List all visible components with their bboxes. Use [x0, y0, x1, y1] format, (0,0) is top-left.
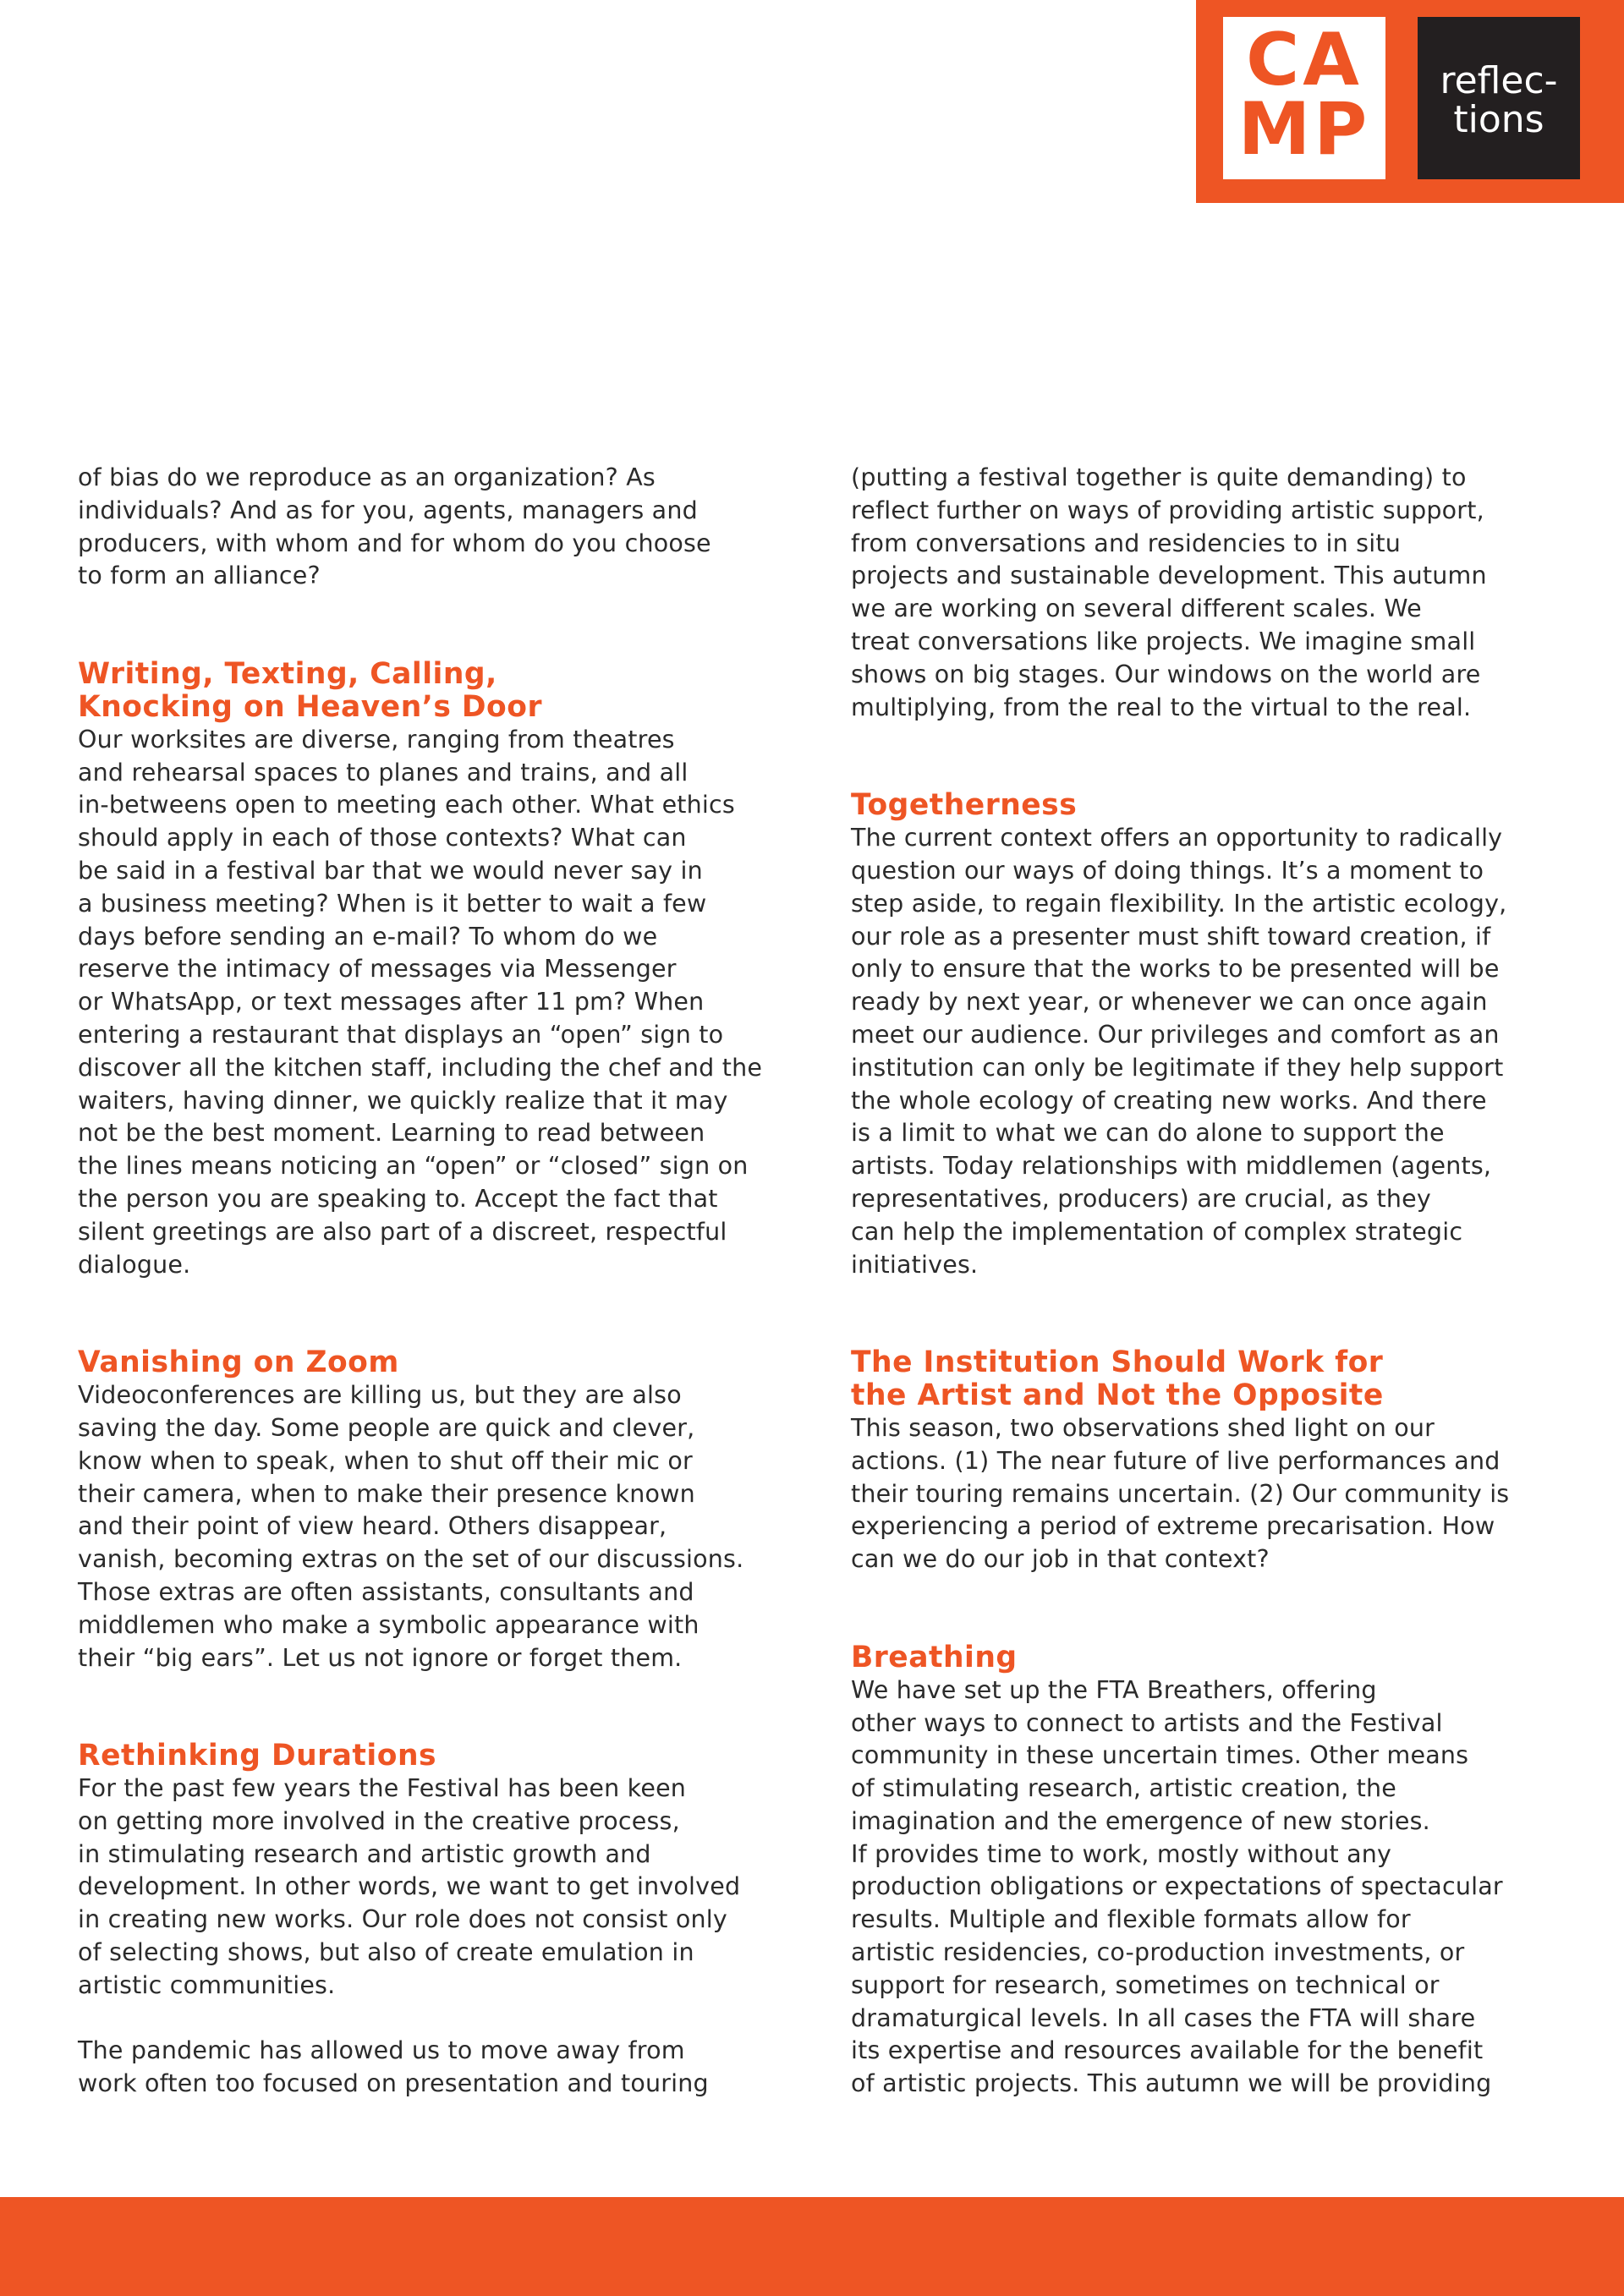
text-line: in stimulating research and artistic growth and — [78, 1839, 651, 1868]
text-line: waiters, having dinner, we quickly realize that it may — [78, 1086, 728, 1115]
camp-logo-bottom: MP — [1237, 87, 1371, 172]
text-line: imagination and the emergence of new stories. — [851, 1806, 1430, 1835]
text-line: artistic residencies, co-production investments, or — [851, 1938, 1465, 1967]
text-line: and rehearsal spaces to planes and trains, and all — [78, 758, 689, 786]
text-line: meet our audience. Our privileges and comfort as an — [851, 1020, 1500, 1049]
reflections-logo-tile — [1418, 17, 1580, 179]
left-intro-paragraph — [78, 462, 780, 593]
text-line: from conversations and residencies to in situ — [851, 529, 1401, 557]
text-line: or WhatsApp, or text messages after 11 pm? When — [78, 988, 705, 1016]
text-line: artists. Today relationships with middlemen (agents, — [851, 1152, 1492, 1181]
text-line: not be the best moment. Learning to read between — [78, 1119, 705, 1148]
heading-breathing — [851, 1641, 1553, 1674]
right-column — [851, 462, 1553, 2101]
text-line: For the past few years the Festival has been keen — [78, 1774, 687, 1803]
text-line: Knocking on Heaven’s Door — [78, 689, 542, 724]
camp-logo-top: CA — [1246, 18, 1363, 102]
text-line: middlemen who make a symbolic appearance with — [78, 1610, 700, 1639]
text-line: and their point of view heard. Others disappear, — [78, 1512, 667, 1541]
text-line: (putting a festival together is quite demanding) to — [851, 463, 1467, 491]
text-line: step aside, to regain flexibility. In the artistic ecology, — [851, 889, 1507, 918]
text-line: in-betweens open to meeting each other. What ethics — [78, 791, 735, 819]
text-line: actions. (1) The near future of live performances and — [851, 1446, 1501, 1475]
text-line: silent greetings are also part of a discreet, respectful — [78, 1217, 727, 1246]
left-column — [78, 462, 780, 2101]
text-line: question our ways of doing things. It’s a moment to — [851, 856, 1484, 885]
text-line: saving the day. Some people are quick and clever, — [78, 1413, 695, 1442]
text-line: of stimulating research, artistic creation, the — [851, 1774, 1396, 1803]
text-line: Breathing — [851, 1640, 1018, 1674]
text-line: artistic communities. — [78, 1970, 336, 1999]
text-line: The current context offers an opportunity to radically — [851, 824, 1503, 852]
text-line: community in these uncertain times. Other means — [851, 1741, 1469, 1770]
vanishing-zoom-paragraph — [78, 1379, 780, 1674]
text-line: We have set up the FTA Breathers, offering — [851, 1675, 1377, 1704]
rethinking-durations-paragraph — [78, 1773, 780, 2003]
reflections-logo-bottom: tions — [1453, 98, 1544, 141]
text-line: of bias do we reproduce as an organization? As — [78, 463, 656, 491]
institution-paragraph — [851, 1412, 1553, 1576]
text-line: producers, with whom and for whom do you choose — [78, 529, 711, 557]
text-line: If provides time to work, mostly without any — [851, 1839, 1392, 1868]
text-line: entering a restaurant that displays an “open” sign to — [78, 1020, 724, 1049]
text-line: we are working on several different scales. We — [851, 595, 1422, 623]
right-intro-paragraph — [851, 462, 1553, 724]
text-line: our role as a presenter must shift toward creation, if — [851, 922, 1491, 951]
text-line: multiplying, from the real to the virtual to the real. — [851, 693, 1472, 721]
text-line: should apply in each of those contexts? What can — [78, 824, 687, 852]
breathing-paragraph — [851, 1674, 1553, 2101]
text-line: Writing, Texting, Calling, — [78, 657, 497, 692]
text-line: projects and sustainable development. This autumn — [851, 562, 1487, 590]
text-line: days before sending an e-mail? To whom do we — [78, 922, 658, 951]
text-line: individuals? And as for you, agents, managers and — [78, 496, 698, 524]
text-line: the Artist and Not the Opposite — [851, 1378, 1384, 1413]
text-line: can we do our job in that context? — [851, 1545, 1270, 1574]
text-line: treat conversations like projects. We imagine small — [851, 627, 1476, 655]
heading-rethinking-durations — [78, 1740, 780, 1773]
text-line: This season, two observations shed light on our — [851, 1413, 1435, 1442]
text-line: The pandemic has allowed us to move away from — [78, 2036, 685, 2065]
text-line: institution can only be legitimate if they help support — [851, 1053, 1504, 1082]
text-line: of selecting shows, but also of create emulation in — [78, 1938, 694, 1967]
text-line: is a limit to what we can do alone to support the — [851, 1119, 1445, 1148]
text-line: can help the implementation of complex strategic — [851, 1217, 1463, 1246]
text-line: their camera, when to make their presence known — [78, 1479, 695, 1508]
text-line: Videoconferences are killing us, but they are also — [78, 1381, 682, 1410]
text-line: in creating new works. Our role does not consist only — [78, 1905, 727, 1934]
text-line: representatives, producers) are crucial, as they — [851, 1184, 1431, 1213]
text-line: Vanishing on Zoom — [78, 1345, 399, 1380]
text-line: be said in a festival bar that we would never say in — [78, 856, 703, 885]
text-line: ready by next year, or whenever we can once again — [851, 988, 1488, 1016]
text-line: a business meeting? When is it better to wait a few — [78, 889, 707, 918]
heading-togetherness — [851, 789, 1553, 822]
text-line: The Institution Should Work for — [851, 1345, 1384, 1380]
text-line: on getting more involved in the creative process, — [78, 1806, 680, 1835]
text-line: work often too focused on presentation and touring — [78, 2069, 709, 2098]
text-line: Togetherness — [851, 788, 1078, 823]
heading-vanishing-zoom — [78, 1346, 780, 1379]
footer-band — [0, 2197, 1624, 2296]
text-line: reflect further on ways of providing artistic support, — [851, 496, 1484, 524]
text-line: experiencing a period of extreme precarisation. How — [851, 1512, 1495, 1541]
text-line: their “big ears”. Let us not ignore or forget them. — [78, 1643, 683, 1672]
reflections-logo-top: reflec- — [1440, 59, 1558, 102]
writing-texting-paragraph — [78, 724, 780, 1282]
text-line: Rethinking Durations — [78, 1739, 437, 1773]
heading-institution — [851, 1346, 1553, 1412]
text-line: to form an alliance? — [78, 562, 321, 590]
text-line: the whole ecology of creating new works. And there — [851, 1086, 1487, 1115]
camp-reflections-logo — [1196, 0, 1624, 203]
text-line: know when to speak, when to shut off their mic or — [78, 1446, 693, 1475]
text-line: Those extras are often assistants, consultants and — [78, 1577, 694, 1606]
text-line: initiatives. — [851, 1250, 979, 1279]
text-line: their touring remains uncertain. (2) Our community is — [851, 1479, 1510, 1508]
text-line: its expertise and resources available for the benefit — [851, 2036, 1484, 2065]
text-line: the lines means noticing an “open” or “closed” sign on — [78, 1152, 749, 1181]
text-line: development. In other words, we want to get involved — [78, 1872, 741, 1901]
text-line: discover all the kitchen staff, including the chef and the — [78, 1053, 763, 1082]
text-line: of artistic projects. This autumn we will be providing — [851, 2069, 1492, 2098]
text-line: dialogue. — [78, 1250, 191, 1279]
text-line: reserve the intimacy of messages via Messenger — [78, 955, 677, 984]
text-line: dramaturgical levels. In all cases the FTA will share — [851, 2003, 1476, 2032]
text-line: production obligations or expectations of spectacular — [851, 1872, 1503, 1901]
camp-logo-tile — [1223, 17, 1385, 179]
heading-writing-texting — [78, 658, 780, 724]
text-line: only to ensure that the works to be presented will be — [851, 955, 1500, 984]
text-line: other ways to connect to artists and the Festival — [851, 1708, 1443, 1737]
text-line: the person you are speaking to. Accept the fact that — [78, 1184, 718, 1213]
text-line: vanish, becoming extras on the set of our discussions. — [78, 1545, 744, 1574]
pandemic-paragraph — [78, 2035, 780, 2101]
text-line: shows on big stages. Our windows on the world are — [851, 660, 1481, 688]
text-line: results. Multiple and flexible formats allow for — [851, 1905, 1411, 1934]
text-line: support for research, sometimes on technical or — [851, 1970, 1440, 1999]
togetherness-paragraph — [851, 822, 1553, 1281]
text-line: Our worksites are diverse, ranging from theatres — [78, 725, 675, 753]
